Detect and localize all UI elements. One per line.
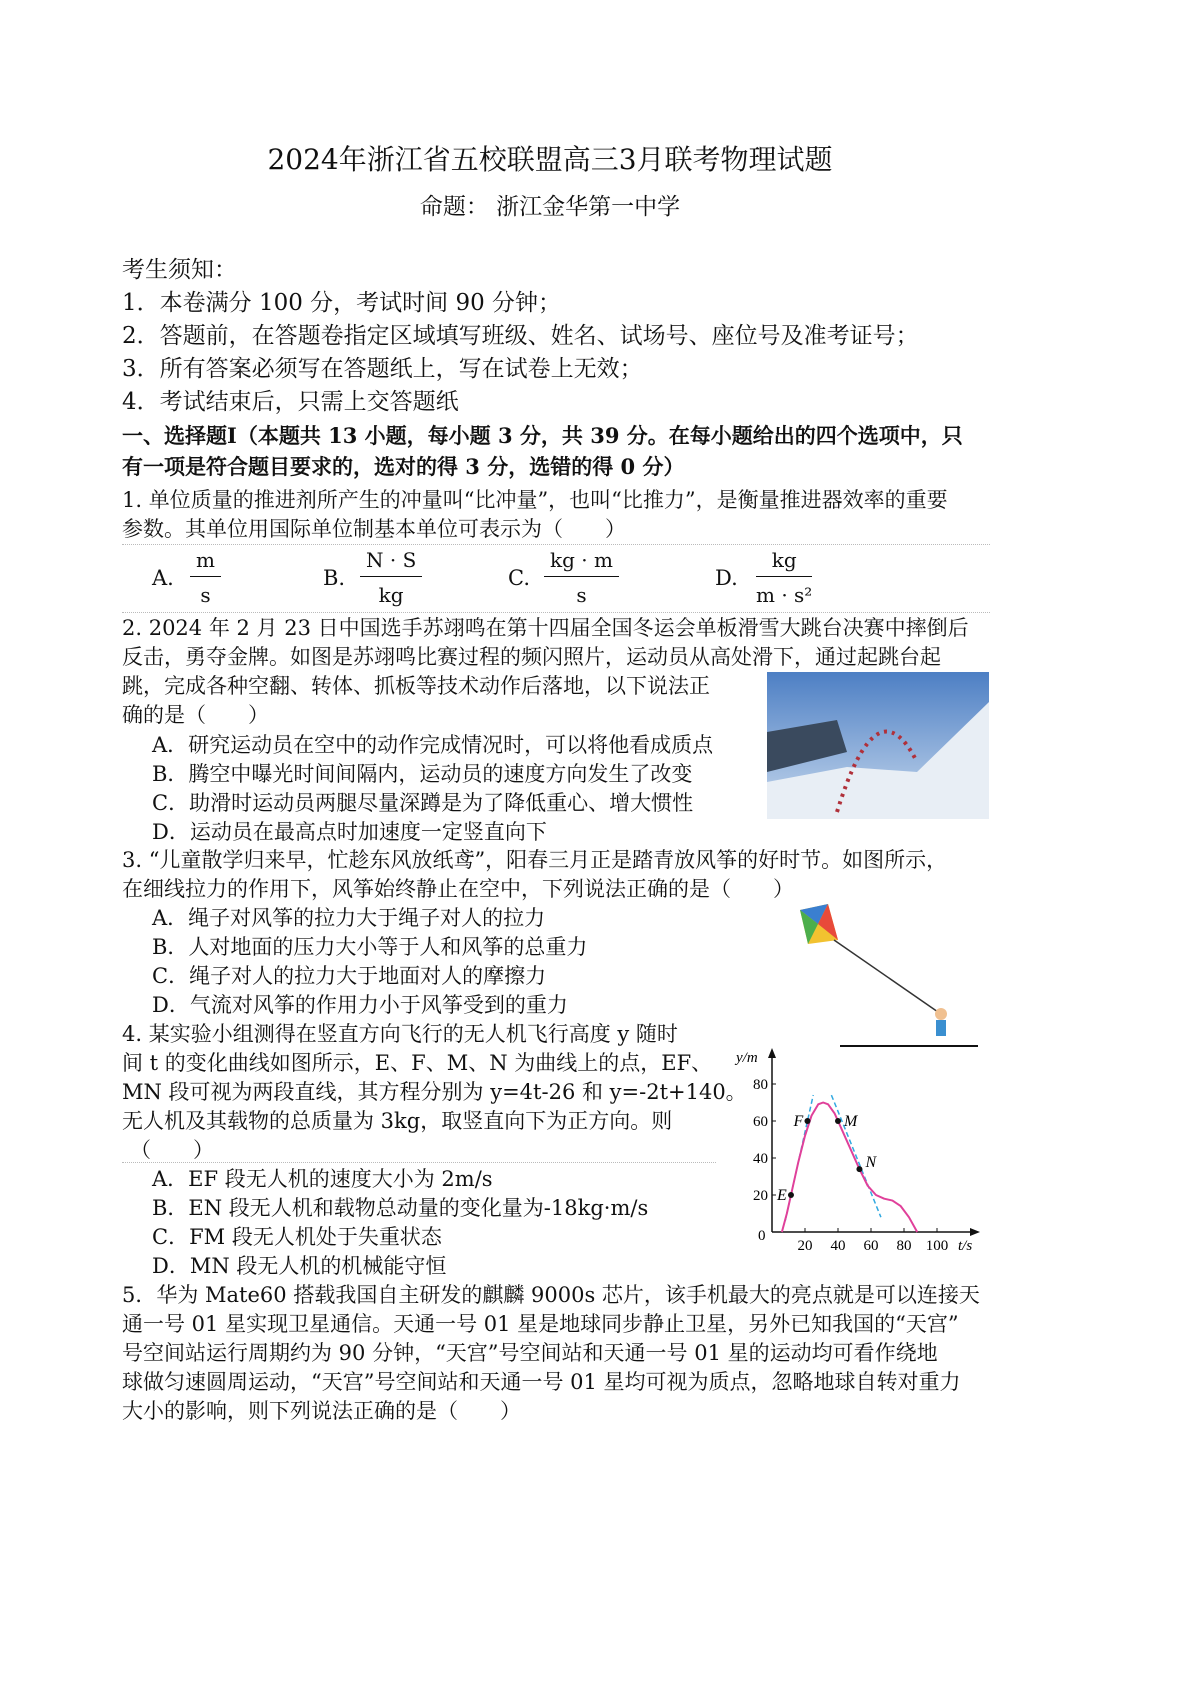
x-tick-label: 20 bbox=[797, 1238, 813, 1254]
point-label: F bbox=[793, 1113, 804, 1130]
q5-stem: 通一号 01 星实现卫星通信。天通一号 01 星是地球同步静止卫星，另外已知我国的“天宫” bbox=[122, 1312, 959, 1336]
y-tick-label: 80 bbox=[753, 1077, 768, 1093]
notice-item: 3．所有答案必须写在答题纸上，写在试卷上无效； bbox=[122, 356, 643, 382]
divider bbox=[122, 612, 990, 613]
altitude-time-chart bbox=[730, 1040, 990, 1260]
x-tick-label: 60 bbox=[863, 1238, 879, 1254]
y-axis-arrow bbox=[768, 1048, 776, 1058]
point-E bbox=[788, 1192, 794, 1198]
q2-option: B．腾空中曝光时间间隔内，运动员的速度方向发生了改变 bbox=[152, 762, 693, 786]
numerator: m bbox=[190, 548, 221, 577]
point-N bbox=[856, 1166, 862, 1172]
q4-option: C．FM 段无人机处于失重状态 bbox=[152, 1225, 442, 1249]
section-heading: 有一项是符合题目要求的，选对的得 3 分，选错的得 0 分） bbox=[122, 454, 685, 479]
denominator: s bbox=[200, 583, 211, 607]
y-tick-label: 20 bbox=[753, 1188, 768, 1204]
y-tick-label: 40 bbox=[753, 1151, 768, 1167]
q4-stem: 间 t 的变化曲线如图所示，E、F、M、N 为曲线上的点，EF、 bbox=[122, 1051, 713, 1075]
q1-option-b bbox=[360, 548, 422, 607]
origin-label: 0 bbox=[758, 1228, 766, 1244]
q4-option: A．EF 段无人机的速度大小为 2m/s bbox=[152, 1167, 493, 1191]
numerator: kg bbox=[756, 548, 812, 577]
denominator: m · s² bbox=[756, 583, 813, 607]
kite-figure bbox=[790, 900, 980, 1050]
y-tick-label: 60 bbox=[753, 1114, 768, 1130]
point-label: E bbox=[776, 1187, 787, 1204]
point-label: M bbox=[844, 1113, 858, 1130]
q5-stem: 球做匀速圆周运动，“天宫”号空间站和天通一号 01 星均可视为质点，忽略地球自转对重力 bbox=[122, 1370, 961, 1394]
q2-option: D．运动员在最高点时加速度一定竖直向下 bbox=[152, 820, 547, 844]
q4-stem: 4. 某实验小组测得在竖直方向飞行的无人机飞行高度 y 随时 bbox=[122, 1022, 678, 1046]
point-M bbox=[835, 1118, 841, 1124]
q1-stem: 参数。其单位用国际单位制基本单位可表示为（ ） bbox=[122, 517, 626, 541]
q3-stem: 在细线拉力的作用下，风筝始终静止在空中，下列说法正确的是（ ） bbox=[122, 877, 794, 901]
q5-stem: 号空间站运行周期约为 90 分钟，“天宫”号空间站和天通一号 01 星的运动均可看作绕地 bbox=[122, 1341, 938, 1365]
q3-option: B．人对地面的压力大小等于人和风筝的总重力 bbox=[152, 935, 588, 959]
q2-stem: 2. 2024 年 2 月 23 日中国选手苏翊鸣在第十四届全国冬运会单板滑雪大跳台决赛中摔倒后 bbox=[122, 616, 969, 640]
q1-stem: 1. 单位质量的推进剂所产生的冲量叫“比冲量”，也叫“比推力”，是衡量推进器效率的重要 bbox=[122, 488, 948, 512]
q1-option-a bbox=[190, 548, 221, 607]
q4-stem: 无人机及其载物的总质量为 3kg，取竖直向下为正方向。则 bbox=[122, 1109, 673, 1133]
q2-stem: 反击，勇夺金牌。如图是苏翊鸣比赛过程的频闪照片，运动员从高处滑下，通过起跳台起 bbox=[122, 645, 941, 669]
q3-stem: 3. “儿童散学归来早，忙趁东风放纸鸢”，阳春三月正是踏青放风筝的好时节。如图所示， bbox=[122, 848, 948, 872]
notice-item: 1．本卷满分 100 分，考试时间 90 分钟； bbox=[122, 290, 562, 316]
x-tick-label: 40 bbox=[830, 1238, 846, 1254]
x-axis-arrow bbox=[970, 1228, 980, 1236]
divider bbox=[122, 1162, 716, 1163]
q3-option: A．绳子对风筝的拉力大于绳子对人的拉力 bbox=[152, 906, 546, 930]
numerator: kg · m bbox=[544, 548, 619, 577]
divider bbox=[122, 544, 990, 545]
point-label: N bbox=[865, 1154, 877, 1172]
q2-option: C．助滑时运动员两腿尽量深蹲是为了降低重心、增大惯性 bbox=[152, 791, 694, 815]
q4-stem: （ ） bbox=[130, 1138, 214, 1162]
q1-option-d bbox=[756, 548, 812, 607]
q1-option-c bbox=[544, 548, 619, 607]
q4-option: D．MN 段无人机的机械能守恒 bbox=[152, 1254, 447, 1278]
page-title: 2024年浙江省五校联盟高三3月联考物理试题 bbox=[267, 143, 833, 176]
numerator: N · S bbox=[360, 548, 422, 577]
child-icon bbox=[935, 1008, 947, 1020]
q1-option-label: C. bbox=[508, 566, 530, 590]
q2-stem: 确的是（ ） bbox=[122, 703, 269, 727]
author-line: 命题： 浙江金华第一中学 bbox=[419, 194, 681, 220]
section-heading: 一、选择题Ⅰ（本题共 13 小题，每小题 3 分，共 39 分。在每小题给出的四个选项中，只 bbox=[122, 423, 963, 448]
q2-option: A．研究运动员在空中的动作完成情况时，可以将他看成质点 bbox=[152, 733, 714, 757]
q5-stem: 大小的影响，则下列说法正确的是（ ） bbox=[122, 1399, 521, 1423]
denominator: kg bbox=[378, 583, 404, 607]
q1-option-label: A. bbox=[152, 566, 174, 590]
x-tick-label: 80 bbox=[896, 1238, 912, 1254]
denominator: s bbox=[576, 583, 587, 607]
q2-stem: 跳，完成各种空翻、转体、抓板等技术动作后落地，以下说法正 bbox=[122, 674, 710, 698]
x-tick-label: 100 bbox=[925, 1238, 949, 1254]
q1-option-label: D. bbox=[715, 566, 738, 590]
notice-heading: 考生须知： bbox=[122, 257, 237, 283]
y-axis-label: y/m bbox=[736, 1050, 758, 1066]
q4-option: B．EN 段无人机和载物总动量的变化量为-18kg·m/s bbox=[152, 1196, 649, 1220]
q1-option-label: B. bbox=[323, 566, 346, 590]
notice-item: 2．答题前，在答题卷指定区域填写班级、姓名、试场号、座位号及准考证号； bbox=[122, 323, 919, 349]
x-axis-label: t/s bbox=[958, 1238, 973, 1254]
q5-stem: 5．华为 Mate60 搭载我国自主研发的麒麟 9000s 芯片，该手机最大的亮点就是可以连接天 bbox=[122, 1283, 980, 1307]
q3-option: C．绳子对人的拉力大于地面对人的摩擦力 bbox=[152, 964, 547, 988]
notice-item: 4．考试结束后，只需上交答题纸 bbox=[122, 389, 459, 415]
snowboard-photo bbox=[767, 672, 989, 819]
q4-stem: MN 段可视为两段直线，其方程分别为 y=4t-26 和 y=-2t+140。 bbox=[122, 1080, 747, 1104]
q3-option: D．气流对风筝的作用力小于风筝受到的重力 bbox=[152, 993, 568, 1017]
point-F bbox=[804, 1118, 810, 1124]
